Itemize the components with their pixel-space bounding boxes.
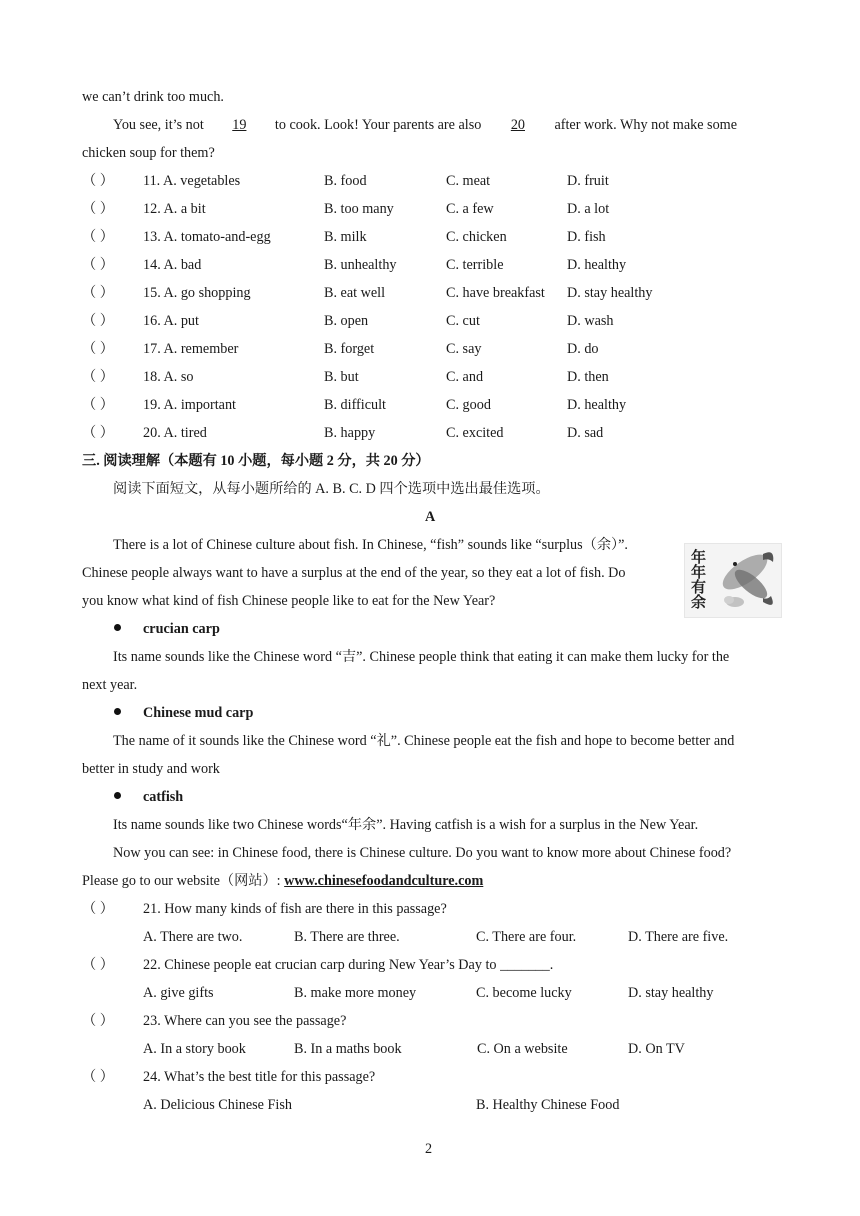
option-d: D. healthy bbox=[567, 257, 627, 273]
option-d: D. then bbox=[567, 369, 609, 385]
option-c: C. terrible bbox=[446, 257, 504, 273]
passage-line: Now you can see: in Chinese food, there is Chinese culture. Do you want to know more about Chinese food? bbox=[113, 845, 732, 861]
text-segment: You see, it’s not bbox=[113, 117, 204, 133]
question-text: 21. How many kinds of fish are there in this passage? bbox=[143, 901, 447, 917]
passage-line: Its name sounds like the Chinese word “吉”. Chinese people think that eating it can make them lucky for the bbox=[113, 649, 730, 665]
passage-line: better in study and work bbox=[82, 761, 220, 777]
section-heading: 三. 阅读理解（本题有 10 小题，每小题 2 分，共 20 分） bbox=[82, 453, 430, 469]
text-line: we can’t drink too much. bbox=[82, 89, 224, 105]
question-option-a: 18. A. so bbox=[143, 369, 194, 385]
option-b: B. unhealthy bbox=[324, 257, 397, 273]
option-c: C. chicken bbox=[446, 229, 507, 245]
answer-paren[interactable]: （ ） bbox=[82, 201, 114, 217]
text-segment: to cook. Look! Your parents are also bbox=[274, 117, 482, 133]
option-d: D. wash bbox=[567, 313, 614, 329]
option-c: C. There are four. bbox=[476, 929, 577, 945]
option-c: C. cut bbox=[446, 313, 480, 329]
question-option-a: 11. A. vegetables bbox=[143, 173, 241, 189]
question-option-a: 16. A. put bbox=[143, 313, 199, 329]
option-d: D. stay healthy bbox=[628, 985, 714, 1001]
answer-paren[interactable]: （ ） bbox=[82, 425, 114, 441]
passage-letter: A bbox=[425, 509, 436, 525]
option-b: B. happy bbox=[324, 425, 376, 441]
option-c: C. good bbox=[446, 397, 491, 413]
passage-line: Chinese people always want to have a surplus at the end of the year, so they eat a lot of fish. Do bbox=[82, 565, 626, 581]
option-b: B. forget bbox=[324, 341, 375, 357]
option-b: B. In a maths book bbox=[294, 1041, 402, 1057]
passage-line: There is a lot of Chinese culture about fish. In Chinese, “fish” sounds like “surplus（余）”. bbox=[113, 537, 628, 553]
option-b: B. eat well bbox=[324, 285, 386, 301]
option-b: B. but bbox=[324, 369, 359, 385]
passage-line: next year. bbox=[82, 677, 138, 693]
option-b: B. There are three. bbox=[294, 929, 400, 945]
bullet-dot bbox=[114, 792, 121, 799]
blank-19: 19 bbox=[232, 117, 247, 133]
page-number: 2 bbox=[425, 1141, 433, 1157]
option-d: D. There are five. bbox=[628, 929, 729, 945]
option-a: A. There are two. bbox=[143, 929, 243, 945]
question-option-a: 13. A. tomato-and-egg bbox=[143, 229, 271, 245]
option-c: C. On a website bbox=[477, 1041, 568, 1057]
passage-line: The name of it sounds like the Chinese word “礼”. Chinese people eat the fish and hope to become better and bbox=[113, 733, 735, 749]
answer-paren[interactable]: （ ） bbox=[82, 1069, 114, 1085]
website-link[interactable]: www.chinesefoodandculture.com bbox=[284, 873, 484, 889]
option-b: B. too many bbox=[324, 201, 394, 217]
question-option-a: 20. A. tired bbox=[143, 425, 207, 441]
option-d: D. On TV bbox=[628, 1041, 685, 1057]
answer-paren[interactable]: （ ） bbox=[82, 285, 114, 301]
passage-line: you know what kind of fish Chinese people like to eat for the New Year? bbox=[82, 593, 496, 609]
answer-paren[interactable]: （ ） bbox=[82, 397, 114, 413]
bullet-heading: Chinese mud carp bbox=[143, 705, 254, 721]
question-option-a: 12. A. a bit bbox=[143, 201, 206, 217]
question-text: 23. Where can you see the passage? bbox=[143, 1013, 347, 1029]
bullet-heading: catfish bbox=[143, 789, 184, 805]
answer-paren[interactable]: （ ） bbox=[82, 229, 114, 245]
answer-paren[interactable]: （ ） bbox=[82, 901, 114, 917]
option-a: A. give gifts bbox=[143, 985, 214, 1001]
blank-20: 20 bbox=[510, 117, 525, 133]
section-instruction: 阅读下面短文，从每小题所给的 A. B. C. D 四个选项中选出最佳选项。 bbox=[113, 481, 550, 497]
passage-line bbox=[82, 872, 483, 890]
answer-paren[interactable]: （ ） bbox=[82, 257, 114, 273]
option-c: C. say bbox=[446, 341, 482, 357]
question-option-a: 14. A. bad bbox=[143, 257, 202, 273]
fish-illustration bbox=[684, 543, 782, 618]
option-d: D. stay healthy bbox=[567, 285, 653, 301]
text-segment: Please go to our website（网站）: bbox=[82, 873, 285, 889]
option-a: A. Delicious Chinese Fish bbox=[143, 1097, 292, 1113]
option-b: B. difficult bbox=[324, 397, 387, 413]
text-line: chicken soup for them? bbox=[82, 145, 215, 161]
answer-paren[interactable]: （ ） bbox=[82, 173, 114, 189]
option-c: C. a few bbox=[446, 201, 494, 217]
answer-paren[interactable]: （ ） bbox=[82, 369, 114, 385]
option-b: B. open bbox=[324, 313, 369, 329]
option-d: D. fish bbox=[567, 229, 606, 245]
answer-paren[interactable]: （ ） bbox=[82, 1013, 114, 1029]
option-a: A. In a story book bbox=[143, 1041, 246, 1057]
option-c: C. have breakfast bbox=[446, 285, 545, 301]
option-c: C. excited bbox=[446, 425, 504, 441]
question-option-a: 17. A. remember bbox=[143, 341, 239, 357]
option-d: D. healthy bbox=[567, 397, 627, 413]
option-c: C. meat bbox=[446, 173, 491, 189]
option-d: D. a lot bbox=[567, 201, 610, 217]
bullet-heading: crucian carp bbox=[143, 621, 220, 637]
option-b: B. milk bbox=[324, 229, 367, 245]
option-b: B. make more money bbox=[294, 985, 417, 1001]
question-option-a: 15. A. go shopping bbox=[143, 285, 251, 301]
option-b: B. Healthy Chinese Food bbox=[476, 1097, 620, 1113]
answer-paren[interactable]: （ ） bbox=[82, 341, 114, 357]
question-option-a: 19. A. important bbox=[143, 397, 237, 413]
cloze-paragraph-line bbox=[113, 116, 737, 134]
option-d: D. sad bbox=[567, 425, 604, 441]
passage-line: Its name sounds like two Chinese words“年余”. Having catfish is a wish for a surplus in the New Year. bbox=[113, 817, 699, 833]
option-d: D. do bbox=[567, 341, 599, 357]
image-caption: 年年有余 bbox=[691, 548, 707, 611]
bullet-dot bbox=[114, 624, 121, 631]
question-text: 24. What’s the best title for this passage? bbox=[143, 1069, 376, 1085]
text-segment: after work. Why not make some bbox=[554, 117, 737, 133]
question-text: 22. Chinese people eat crucian carp during New Year’s Day to _______. bbox=[143, 957, 554, 973]
bullet-dot bbox=[114, 708, 121, 715]
option-d: D. fruit bbox=[567, 173, 609, 189]
option-c: C. and bbox=[446, 369, 484, 385]
answer-paren[interactable]: （ ） bbox=[82, 957, 114, 973]
option-b: B. food bbox=[324, 173, 367, 189]
option-c: C. become lucky bbox=[476, 985, 572, 1001]
answer-paren[interactable]: （ ） bbox=[82, 313, 114, 329]
